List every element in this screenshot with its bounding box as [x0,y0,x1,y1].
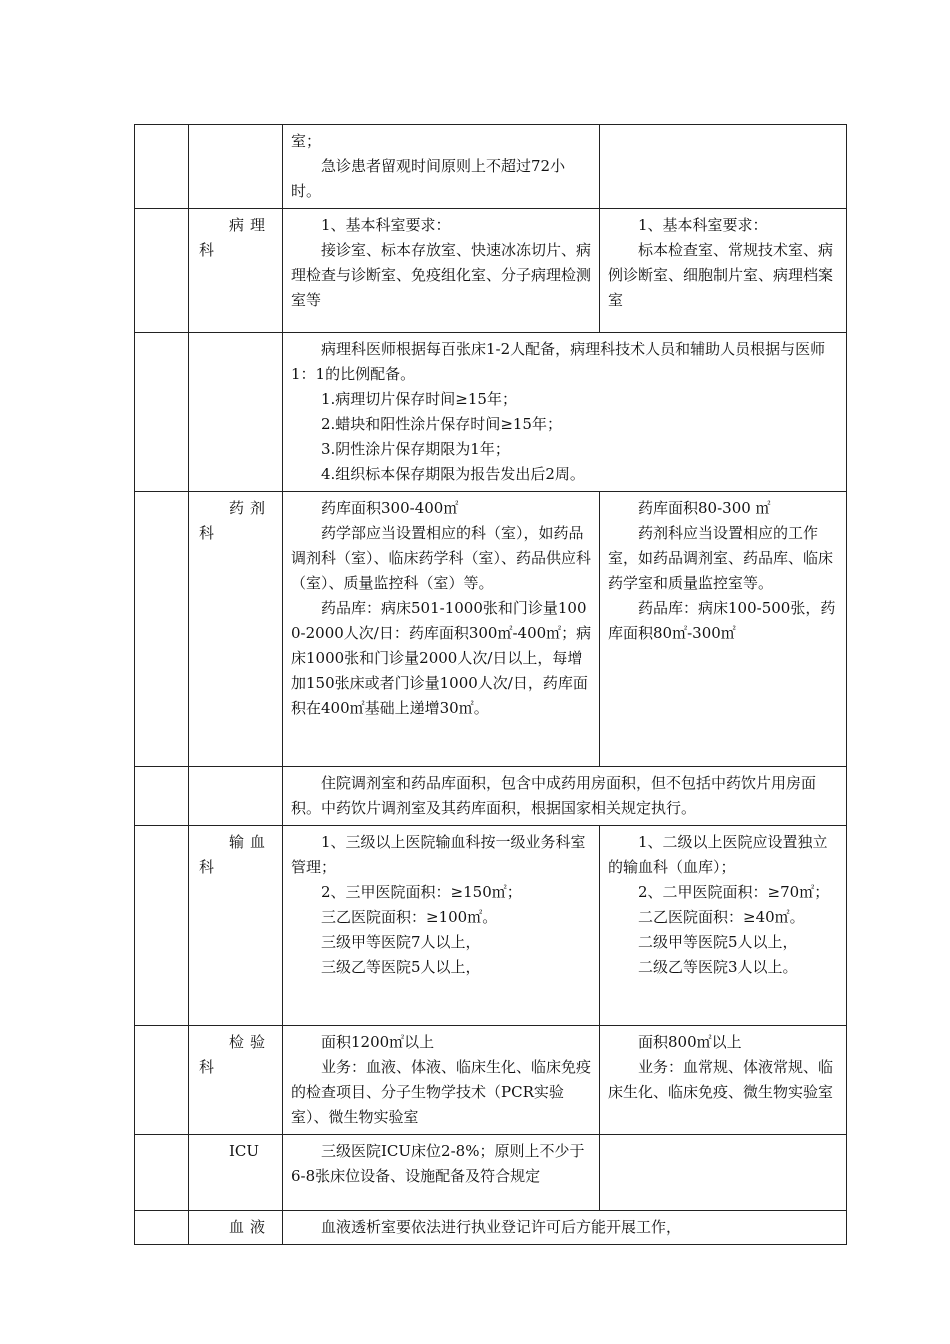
top-tier-cell [283,1026,600,1135]
second-tier-cell [600,492,847,767]
cell-text: 二级甲等医院5人以上， [638,933,798,951]
index-cell [135,767,189,826]
dept-name-cont: 科 [199,241,215,259]
table-row [135,209,847,333]
index-cell [135,1026,189,1135]
dept-name: 药剂 [229,499,272,517]
index-cell [135,1211,189,1245]
second-tier-cell [600,1135,847,1211]
dept-name: 血液 [229,1218,272,1236]
cell-text: 三乙医院面积：≥100㎡。 [321,908,498,926]
cell-text: 接诊室、标本存放室、快速冰冻切片、病理检查与诊断室、免疫组化室、分子病理检测室等 [291,241,592,309]
dept-name-cont: 科 [199,1058,215,1076]
cell-text: 1、基本科室要求： [638,216,768,234]
cell-text: 药库面积300-400㎡ [321,499,459,517]
cell-text: 药学部应当设置相应的科（室），如药品调剂科（室）、临床药学科（室）、药品供应科（室）、质量监控科（室）等。 [291,524,592,592]
dept-name: ICU [229,1142,260,1160]
dept-cell [189,767,283,826]
table-row [135,826,847,1026]
top-tier-cell [283,492,600,767]
index-cell [135,492,189,767]
note-cell [283,767,847,826]
table-row [135,767,847,826]
note-text: 住院调剂室和药品库面积，包含中成药用房面积，但不包括中药饮片用房面积。中药饮片调剂室及其药库面积，根据国家相关规定执行。 [291,774,817,817]
table-row [135,125,847,209]
cell-text: 三级甲等医院7人以上， [321,933,481,951]
requirements-table [134,124,847,1245]
index-cell [135,333,189,492]
note-text: 病理科医师根据每百张床1-2人配备，病理科技术人员和辅助人员根据与医师1：1的比例配备。 [291,340,826,383]
index-cell [135,826,189,1026]
cell-text: 2、二甲医院面积：≥70㎡； [638,883,830,901]
cell-text: 标本检查室、常规技术室、病例诊断室、细胞制片室、病理档案室 [608,241,834,309]
cell-text: 药品库：病床501-1000张和门诊量1000-2000人次/日：药库面积300㎡-400㎡；病床1000张和门诊量2000人次/日以上，每增加150张床或者门诊量1000人次/日，药库面积在400㎡基础上递增30㎡。 [291,599,592,717]
second-tier-cell [600,826,847,1026]
dept-cell [189,492,283,767]
dept-cell [189,333,283,492]
dept-name-cont: 科 [199,858,215,876]
dept-cell [189,125,283,209]
cell-text: 急诊患者留观时间原则上不超过72小时。 [291,157,566,200]
cell-text: 二乙医院面积：≥40㎡。 [638,908,805,926]
note-text: 4.组织标本保存期限为报告发出后2周。 [321,465,585,483]
dept-name: 输血 [229,833,272,851]
second-tier-cell [600,209,847,333]
cell-text: 室； [291,132,322,150]
second-tier-cell [600,1026,847,1135]
cell-text: 药剂科应当设置相应的工作室，如药品调剂室、药品库、临床药学室和质量监控室等。 [608,524,834,592]
note-text: 1.病理切片保存时间≥15年； [321,390,517,408]
dept-cell [189,1135,283,1211]
cell-text: 药品库：病床100-500张，药库面积80㎡-300㎡ [608,599,836,642]
cell-text: 药库面积80-300 ㎡ [638,499,771,517]
dept-cell [189,826,283,1026]
table-row [135,1135,847,1211]
dept-cell [189,209,283,333]
note-text: 3.阴性涂片保存期限为1年； [321,440,510,458]
cell-text: 三级乙等医院5人以上， [321,958,481,976]
dept-name: 病理 [229,216,272,234]
cell-text: 面积1200㎡以上 [321,1033,435,1051]
table-row [135,333,847,492]
cell-text: 二级乙等医院3人以上。 [638,958,798,976]
cell-text: 2、三甲医院面积：≥150㎡； [321,883,522,901]
note-text: 2.蜡块和阳性涂片保存时间≥15年； [321,415,562,433]
cell-text: 1、三级以上医院输血科按一级业务科室管理； [291,833,586,876]
cell-text: 三级医院ICU床位2-8%；原则上不少于6-8张床位设备、设施配备及符合规定 [291,1142,585,1185]
top-tier-cell [283,209,600,333]
cell-text: 业务：血液、体液、临床生化、临床免疫的检查项目、分子生物学技术（PCR实验室）、微生物实验室 [291,1058,592,1126]
dept-name-cont: 科 [199,524,215,542]
note-cell [283,1211,847,1245]
top-tier-cell [283,1135,600,1211]
table-row [135,1026,847,1135]
dept-cell [189,1211,283,1245]
cell-text: 面积800㎡以上 [638,1033,742,1051]
index-cell [135,209,189,333]
top-tier-cell [283,826,600,1026]
index-cell [135,125,189,209]
second-tier-cell [600,125,847,209]
dept-name: 检验 [229,1033,272,1051]
cell-text: 1、二级以上医院应设置独立的输血科（血库）； [608,833,828,876]
cell-text: 业务：血常规、体液常规、临床生化、临床免疫、微生物实验室 [608,1058,834,1101]
note-cell [283,333,847,492]
table-row [135,492,847,767]
cell-text: 1、基本科室要求： [321,216,451,234]
note-text: 血液透析室要依法进行执业登记许可后方能开展工作， [321,1218,682,1236]
dept-cell [189,1026,283,1135]
top-tier-cell [283,125,600,209]
index-cell [135,1135,189,1211]
table-row [135,1211,847,1245]
